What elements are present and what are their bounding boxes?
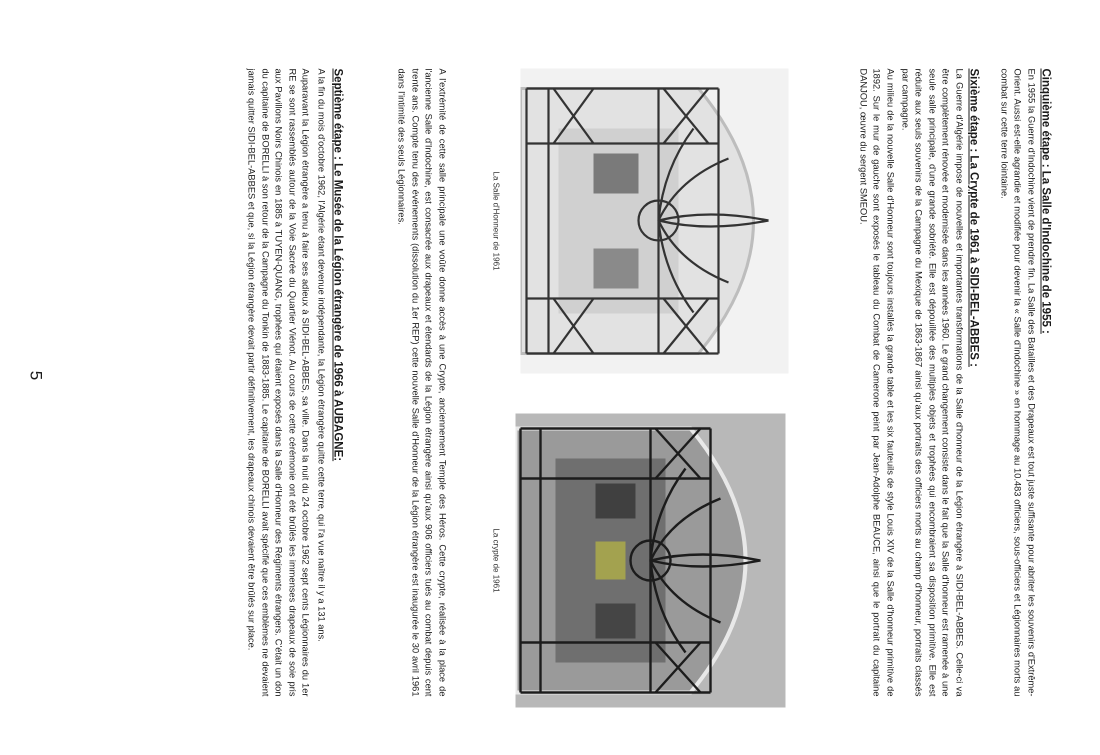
paragraph: En 1955 la Guerre d'Indochine vient de prendre fin. La Salle des Batailles et des Drapeaux est tout juste suffisante pour abriter les souvenirs d'Extrême-Orient. Aussi est-elle agrandie et modifiée pour devenir la « Salle d'Indochine » en hommage au 10.483 officiers, sous-officiers et Légionnaires morts au combat sur cette terre lointaine. bbox=[998, 68, 1036, 696]
paragraph: Auparavant la Légion étrangère a tenu à faire ses adieux à SIDI-BEL-ABBES, sa ville. Dans la nuit du 24 octobre 1962 sept cents Légionnaires du 1er RE se sont rassemblés autour de la Voie Sacrée du Quartier Viénot. Au cours de cette cérémonie ont été brûlés les immenses drapeaux de soie pris aux Pavillons Noirs Chinois en 1885 à TUYEN-QUANG, trophées qui étaient exposés dans la Salle d'Honneur des Régiments étrangers. C'était un don du capitaine de BORELLI à son retour de la Campagne du Tonkin de 1883-1885. Le capitaine de BORELLI avait spécifié que ces emblèmes ne devaient jamais quitter SIDI-BEL-ABBES et que, si la Légion étrangère devait partir définitivement, les drapeaux chinois devaient être brûlés sur place. bbox=[246, 68, 311, 696]
photo-crypte bbox=[515, 413, 785, 707]
section-title-septieme: Septième étape : Le Musée de la Légion étrangère de 1966 à AUBAGNE: bbox=[331, 68, 343, 461]
section-sixieme-suite bbox=[394, 68, 448, 696]
paragraph: La Guerre d'Algérie impose de nouvelles et importantes transformations de la Salle d'honneur de la Légion étrangère à SIDI-BEL-ABBES. Celle-ci va être complètement rénovée et modernisée dans les années 1960. Le grand changement consiste dans le fait que la Salle d'honneur est ramenée à une seule salle principale, d'une grande sobriété. Elle est dépouillée des multiples objets et trophées qui encombraient sa disposition primitive. Elle est réduite aux seuls souvenirs de la Campagne du Mexique de 1863-1867 ainsi qu'aux portraits des officiers morts au champ d'honneur, portraits classés par campagne. bbox=[899, 68, 964, 696]
section-sixieme-etape bbox=[855, 68, 980, 696]
section-title-cinquieme: Cinquième étape : La Salle d'Indochine de 1955 : bbox=[1039, 68, 1051, 334]
photo-caption: La Salle d'Honneur de 1961 bbox=[491, 171, 500, 270]
paragraph: A l'extrémité de cette salle principale une voûte donne accès à une Crypte, anciennement Temple des Héros. Cette crypte, réalisée à la place de l'ancienne Salle d'Indochine, est consacrée aux drapeaux et étendards de la Légion étrangère ainsi qu'aux 906 officiers tués au combat depuis cent trente ans. Compte tenu des événements (dissolution du 1er REP) cette nouvelle Salle d'Honneur de la Légion étrangère est inaugurée le 30 avril 1961 dans l'intimité des seuls Légionnaires. bbox=[396, 68, 447, 696]
section-septieme-etape bbox=[243, 68, 344, 696]
paragraph: A la fin du mois d'octobre 1962, l'Algérie étant devenue indépendante, la Légion étrangère quitte cette terre, qui l'a vue naître il y a 131 ans. bbox=[316, 68, 326, 642]
section-title-sixieme: Sixième étape : La Crypte de 1961 à SIDI-BEL-ABBES : bbox=[967, 68, 979, 367]
photo-caption: La crypte de 1961 bbox=[491, 527, 500, 593]
paragraph: Au milieu de la nouvelle Salle d'Honneur sont toujours installés la grande table et les six fauteuils de style Louis XIV de la Salle d'honneur primitive de 1892. Sur le mur de gauche sont exposés le tableau du Combat de Camerone peint par Jean-Adolphe BEAUCE, ainsi que le portrait du capitaine DANJOU, œuvre du sergent SMEOU. bbox=[857, 68, 896, 696]
section-cinquieme-etape bbox=[996, 68, 1052, 696]
photo-row bbox=[458, 68, 788, 696]
page-number: 5 bbox=[26, 370, 45, 380]
photo-salle-honneur bbox=[520, 68, 788, 373]
